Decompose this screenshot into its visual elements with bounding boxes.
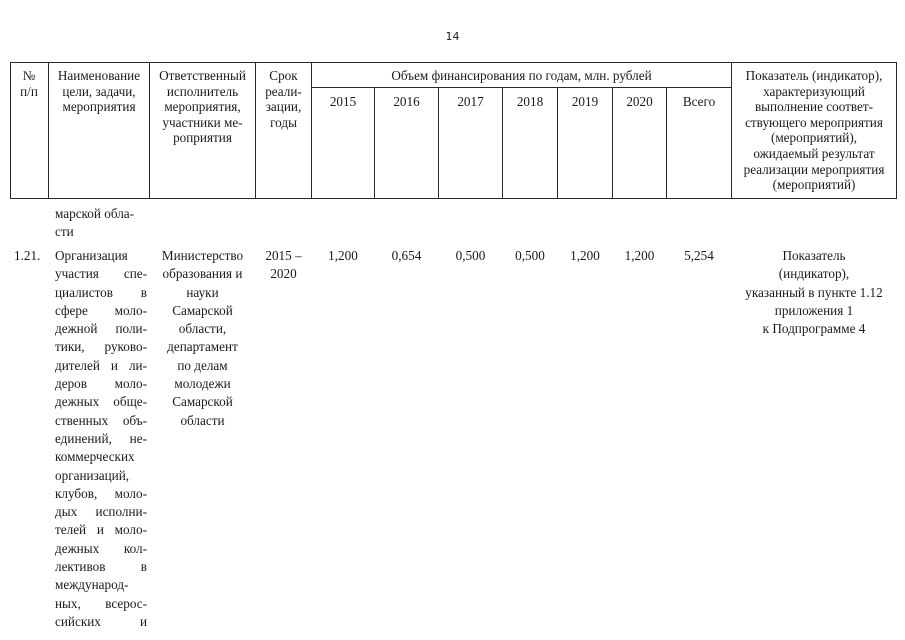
header-year-2018: 2018	[516, 94, 544, 109]
header-total: Всего	[682, 94, 716, 109]
header-year-2019: 2019	[571, 94, 599, 109]
header-year-2015: 2015	[329, 94, 357, 109]
continuation-text: марской обла- сти	[55, 206, 135, 240]
value-2015: 1,200	[328, 248, 358, 263]
row-number: 1.21.	[14, 248, 41, 263]
value-2020: 1,200	[624, 248, 655, 263]
value-total: 5,254	[684, 248, 714, 263]
page-number: 14	[445, 30, 460, 43]
row-indicator: Показатель (индикатор), указанный в пункте 1.12 приложения 1 к Подпрограмме 4	[745, 248, 883, 337]
row-name: Организация участия спе- циалистов в сфере моло- дежной поли- тики, руково- дителей и ли- деров моло- дежных обще- ственных объ- единений, не- коммерческих организаций, клубов, моло- дых исполни- телей и моло- дежных кол- лективов в международ- ных, всерос- сийских и	[55, 248, 147, 629]
header-year-2017: 2017	[457, 94, 484, 109]
row-executor: Министерство образования и науки Самарской области, департамент по делам молодежи Самарской области	[161, 248, 244, 428]
header-year-2020: 2020	[626, 94, 653, 109]
header-term: Срок реали- зации, годы	[265, 68, 302, 130]
header-indicator: Показатель (индикатор), характеризующий выполнение соответ- ствующего мероприятия (мероприятий), ожидаемый результат реализации мероприятия (мероприятий)	[743, 68, 885, 193]
header-num: № п/п	[20, 68, 38, 99]
value-2016: 0,654	[391, 248, 422, 263]
header-name: Наименование цели, задачи, мероприятия	[57, 68, 141, 115]
value-2019: 1,200	[570, 248, 600, 263]
value-2017: 0,500	[455, 248, 486, 263]
header-year-2016: 2016	[393, 94, 420, 109]
row-term: 2015 – 2020	[265, 248, 302, 282]
header-financing-group: Объем финансирования по годам, млн. рублей	[391, 68, 652, 83]
header-executor: Ответственный исполнитель мероприятия, участники ме- роприятия	[159, 68, 246, 146]
value-2018: 0,500	[515, 248, 545, 263]
